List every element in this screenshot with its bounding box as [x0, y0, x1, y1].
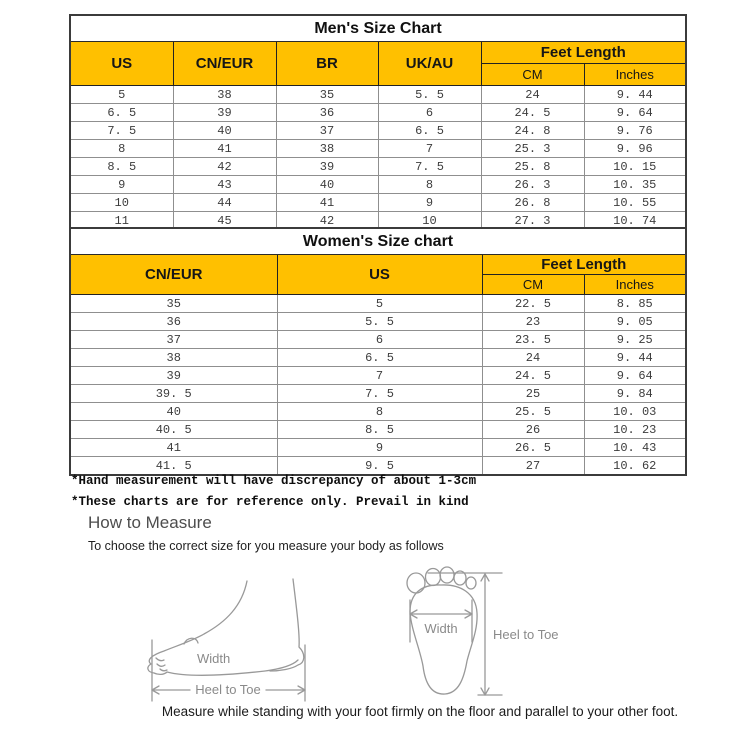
measure-caption: Measure while standing with your foot firmly on the floor and parallel to your other foot.	[161, 704, 679, 719]
size-value-cell: 6. 5	[70, 104, 173, 122]
table-row	[70, 176, 686, 194]
sole-width-label: Width	[424, 621, 458, 636]
third-toe	[440, 567, 454, 583]
size-value-cell: 9. 05	[584, 313, 686, 331]
table-row	[70, 331, 686, 349]
table-row	[70, 140, 686, 158]
size-value-cell: 10	[70, 194, 173, 212]
size-value-cell: 10. 35	[584, 176, 686, 194]
size-value-cell: 39	[173, 104, 276, 122]
table-row	[70, 385, 686, 403]
size-value-cell: 38	[70, 349, 277, 367]
table-row	[70, 367, 686, 385]
womens-table-header	[70, 228, 686, 295]
size-value-cell: 26	[482, 421, 584, 439]
col-header-feet-length: Feet Length	[481, 42, 686, 64]
size-value-cell: 26. 3	[481, 176, 584, 194]
size-value-cell: 41	[276, 194, 378, 212]
size-value-cell: 22. 5	[482, 295, 584, 313]
size-value-cell: 27. 3	[481, 212, 584, 231]
size-value-cell: 40	[276, 176, 378, 194]
table-row	[70, 86, 686, 104]
little-toe	[466, 577, 476, 589]
size-value-cell: 8	[378, 176, 481, 194]
size-value-cell: 8	[277, 403, 482, 421]
size-value-cell: 9. 76	[584, 122, 686, 140]
size-value-cell: 41. 5	[70, 457, 277, 476]
second-toe	[426, 569, 441, 586]
womens-table-title: Women's Size chart	[70, 228, 686, 255]
size-value-cell: 42	[276, 212, 378, 231]
size-value-cell: 5. 5	[378, 86, 481, 104]
size-value-cell: 38	[173, 86, 276, 104]
size-value-cell: 40	[173, 122, 276, 140]
size-value-cell: 39	[276, 158, 378, 176]
how-to-measure-title: How to Measure	[88, 513, 212, 532]
table-row	[70, 194, 686, 212]
size-value-cell: 5. 5	[277, 313, 482, 331]
size-value-cell: 27	[482, 457, 584, 476]
size-value-cell: 41	[173, 140, 276, 158]
size-value-cell: 9. 96	[584, 140, 686, 158]
size-value-cell: 23	[482, 313, 584, 331]
mens-table-body	[70, 86, 686, 231]
size-value-cell: 10. 62	[584, 457, 686, 476]
note-line: *Hand measurement will have discrepancy of about 1-3cm	[71, 474, 477, 488]
size-value-cell: 8. 5	[70, 158, 173, 176]
size-value-cell: 24. 8	[481, 122, 584, 140]
size-value-cell: 26. 8	[481, 194, 584, 212]
table-row	[70, 295, 686, 313]
col-header-uk-au: UK/AU	[378, 42, 481, 86]
table-row	[70, 104, 686, 122]
size-value-cell: 7	[378, 140, 481, 158]
size-value-cell: 43	[173, 176, 276, 194]
size-value-cell: 5	[70, 86, 173, 104]
table-row	[70, 349, 686, 367]
size-value-cell: 44	[173, 194, 276, 212]
size-value-cell: 7. 5	[277, 385, 482, 403]
size-value-cell: 42	[173, 158, 276, 176]
size-value-cell: 7. 5	[70, 122, 173, 140]
size-value-cell: 25. 5	[482, 403, 584, 421]
size-value-cell: 26. 5	[482, 439, 584, 457]
size-value-cell: 35	[276, 86, 378, 104]
side-foot-illustration	[148, 579, 305, 701]
table-row	[70, 122, 686, 140]
size-value-cell: 10. 43	[584, 439, 686, 457]
size-value-cell: 9. 5	[277, 457, 482, 476]
size-value-cell: 10. 15	[584, 158, 686, 176]
size-value-cell: 39. 5	[70, 385, 277, 403]
size-value-cell: 8	[70, 140, 173, 158]
sole-outline	[410, 585, 477, 694]
size-value-cell: 24. 5	[481, 104, 584, 122]
size-value-cell: 9. 25	[584, 331, 686, 349]
size-value-cell: 35	[70, 295, 277, 313]
size-value-cell: 24	[482, 349, 584, 367]
table-row	[70, 439, 686, 457]
col-header-inches: Inches	[584, 275, 686, 295]
size-value-cell: 10. 23	[584, 421, 686, 439]
size-value-cell: 7	[277, 367, 482, 385]
col-header-feet-length: Feet Length	[482, 255, 686, 275]
size-value-cell: 6. 5	[378, 122, 481, 140]
col-header-inches: Inches	[584, 64, 686, 86]
size-value-cell: 9. 84	[584, 385, 686, 403]
size-value-cell: 10. 74	[584, 212, 686, 231]
size-value-cell: 6	[378, 104, 481, 122]
size-value-cell: 24	[481, 86, 584, 104]
size-value-cell: 11	[70, 212, 173, 231]
size-value-cell: 36	[70, 313, 277, 331]
instep-width-mark	[184, 638, 198, 644]
note-line: *These charts are for reference only. Prevail in kind	[71, 495, 469, 509]
sole-heel-toe-label: Heel to Toe	[493, 627, 559, 642]
big-toe	[407, 573, 425, 593]
col-header-cm: CM	[482, 275, 584, 295]
mens-table-header	[70, 15, 686, 86]
size-value-cell: 40	[70, 403, 277, 421]
size-value-cell: 10. 03	[584, 403, 686, 421]
disclaimer-notes	[71, 471, 476, 513]
col-header-us: US	[277, 255, 482, 295]
side-heel-toe-label: Heel to Toe	[195, 682, 261, 697]
size-value-cell: 5	[277, 295, 482, 313]
mens-size-table	[69, 14, 687, 231]
size-value-cell: 9	[277, 439, 482, 457]
col-header-cn-eur: CN/EUR	[173, 42, 276, 86]
size-value-cell: 38	[276, 140, 378, 158]
size-value-cell: 25. 3	[481, 140, 584, 158]
size-value-cell: 24. 5	[482, 367, 584, 385]
size-value-cell: 9. 64	[584, 367, 686, 385]
mens-table-title: Men's Size Chart	[70, 15, 686, 42]
col-header-cm: CM	[481, 64, 584, 86]
size-value-cell: 37	[70, 331, 277, 349]
table-row	[70, 313, 686, 331]
side-width-label: Width	[197, 651, 231, 666]
size-value-cell: 7. 5	[378, 158, 481, 176]
size-value-cell: 9. 44	[584, 86, 686, 104]
size-value-cell: 6	[277, 331, 482, 349]
side-foot-heel-outline	[270, 579, 304, 671]
size-value-cell: 9	[378, 194, 481, 212]
size-value-cell: 40. 5	[70, 421, 277, 439]
col-header-us: US	[70, 42, 173, 86]
size-value-cell: 10	[378, 212, 481, 231]
size-value-cell: 9. 44	[584, 349, 686, 367]
measurement-diagram	[140, 562, 620, 707]
table-row	[70, 158, 686, 176]
womens-size-table	[69, 227, 687, 476]
size-value-cell: 41	[70, 439, 277, 457]
size-value-cell: 36	[276, 104, 378, 122]
col-header-cn-eur: CN/EUR	[70, 255, 277, 295]
size-value-cell: 23. 5	[482, 331, 584, 349]
size-value-cell: 25. 8	[481, 158, 584, 176]
how-to-measure-subtitle: To choose the correct size for you measure your body as follows	[88, 539, 444, 553]
sole-foot-illustration	[407, 567, 559, 695]
size-value-cell: 10. 55	[584, 194, 686, 212]
size-value-cell: 37	[276, 122, 378, 140]
size-value-cell: 8. 85	[584, 295, 686, 313]
womens-table-body	[70, 295, 686, 476]
size-value-cell: 8. 5	[277, 421, 482, 439]
size-value-cell: 9. 64	[584, 104, 686, 122]
table-row	[70, 403, 686, 421]
toe-detail-lines	[156, 658, 167, 671]
size-value-cell: 6. 5	[277, 349, 482, 367]
size-value-cell: 9	[70, 176, 173, 194]
col-header-br: BR	[276, 42, 378, 86]
size-value-cell: 39	[70, 367, 277, 385]
table-row	[70, 421, 686, 439]
size-value-cell: 45	[173, 212, 276, 231]
size-value-cell: 25	[482, 385, 584, 403]
